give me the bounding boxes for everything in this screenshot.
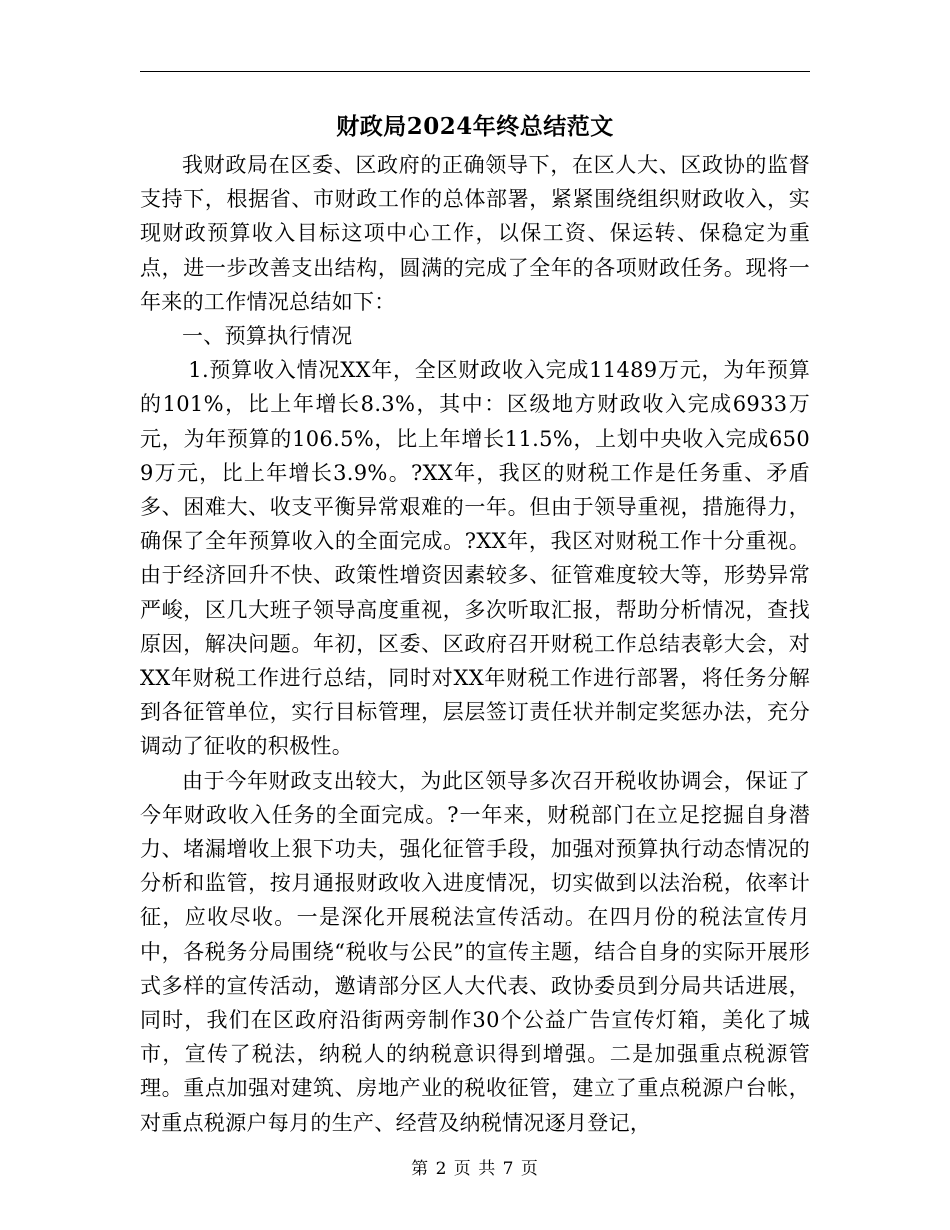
header-rule <box>140 71 810 72</box>
document-title: 财政局2024年终总结范文 <box>336 113 614 140</box>
intro-paragraph: 我财政局在区委、区政府的正确领导下，在区人大、区政协的监督支持下，根据省、市财政工作的总体部署，紧紧围绕组织财政收入，实现财政预算收入目标这项中心工作，以保工资、保运转、保稳定为重点，进一步改善支出结构，圆满的完成了全年的各项财政任务。现将一年来的工作情况总结如下： <box>140 153 810 314</box>
fiscal-expenditure-paragraph: 由于今年财政支出较大，为此区领导多次召开税收协调会，保证了今年财政收入任务的全面完成。?一年来，财税部门在立足挖掘自身潜力、堵漏增收上狠下功夫，强化征管手段，加强对预算执行动态情况的分析和监管，按月通报财政收入进度情况，切实做到以法治税，依率计征，应收尽收。一是深化开展税法宣传活动。在四月份的税法宣传月中，各税务分局围绕“税收与公民”的宣传主题，结合自身的实际开展形式多样的宣传活动，邀请部分区人大代表、政协委员到分局共话进展，同时，我们在区政府沿街两旁制作30个公益广告宣传灯箱，美化了城市，宣传了税法，纳税人的纳税意识得到增强。二是加强重点税源管理。重点加强对建筑、房地产业的税收征管，建立了重点税源户台帐，对重点税源户每月的生产、经营及纳税情况逐月登记， <box>140 768 810 1135</box>
section-heading-budget-execution: 一、预算执行情况 <box>182 324 353 349</box>
page-number-label: 第 2 页 共 7 页 <box>411 1159 539 1179</box>
budget-revenue-paragraph: 1.预算收入情况XX年，全区财政收入完成11489万元，为年预算的101%，比上年增长8.3%，其中：区级地方财政收入完成6933万元，为年预算的106.5%，比上年增长11.5%，上划中央收入完成6509万元，比上年增长3.9%。?XX年，我区的财税工作是任务重、矛盾多、困难大、收支平衡异常艰难的一年。但由于领导重视，措施得力，确保了全年预算收入的全面完成。?XX年，我区对财税工作十分重视。由于经济回升不快、政策性增资因素较多、征管难度较大等，形势异常严峻，区几大班子领导高度重视，多次听取汇报，帮助分析情况，查找原因，解决问题。年初，区委、区政府召开财税工作总结表彰大会，对XX年财税工作进行总结，同时对XX年财税工作进行部署，将任务分解到各征管单位，实行目标管理，层层签订责任状并制定奖惩办法，充分调动了征收的积极性。 <box>140 358 810 759</box>
page-footer <box>140 1154 810 1179</box>
document-body <box>140 148 810 1140</box>
